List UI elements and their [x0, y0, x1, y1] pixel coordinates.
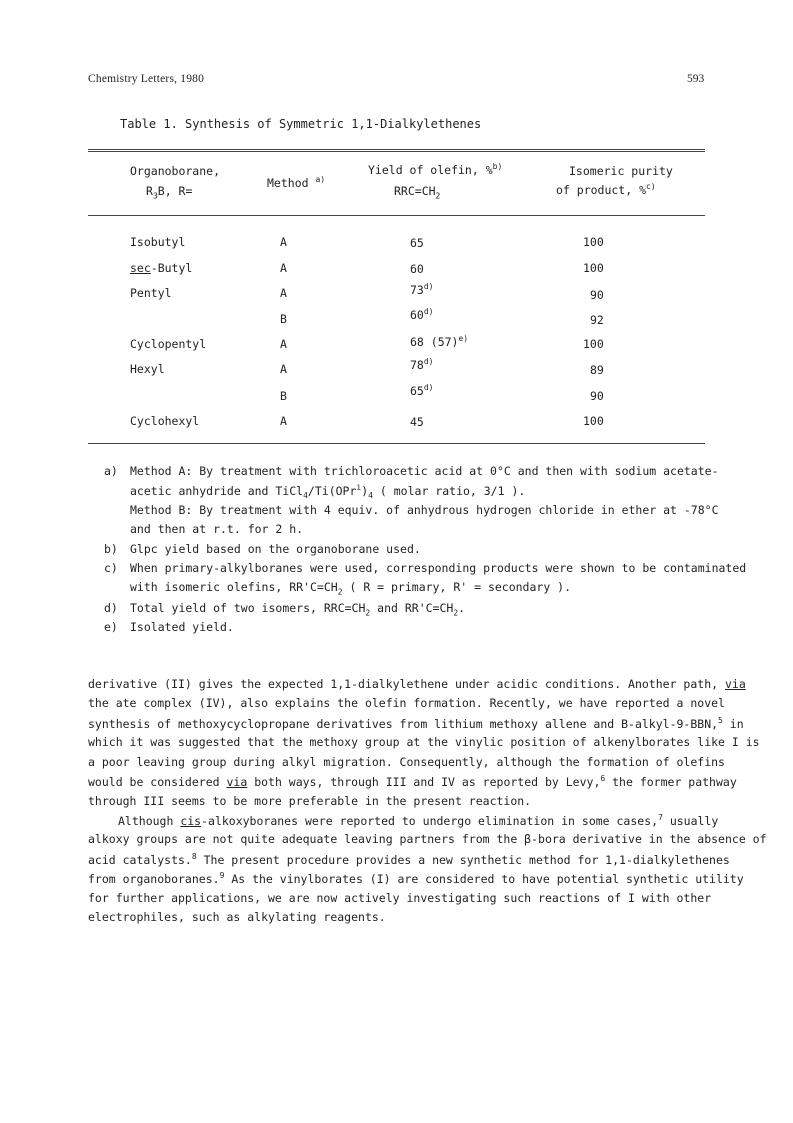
table-bottom-rule: [88, 443, 705, 444]
footnote-e: Isolated yield.: [130, 620, 234, 634]
body-line: acid catalysts.$^8$ The present procedure provides a new synthetic method for 1,1-dialkylethenes: [88, 852, 730, 867]
table-cell-purity: 90: [590, 389, 604, 403]
footnote-a-line1: Method A: By treatment with trichloroacetic acid at 0°C and then with sodium acetate-: [130, 464, 719, 478]
table-cell-organoborane: Isobutyl: [130, 235, 186, 249]
col-method-header: Method $^{a)}$: [267, 175, 326, 190]
table-cell-yield: 68 $(57)^{e)}$: [410, 334, 469, 349]
body-line: from organoboranes.$^9$ As the vinylborates (I) are considered to have potential synthetic utility: [88, 871, 744, 886]
table-cell-organoborane: sec-Butyl: [130, 261, 193, 275]
table-cell-purity: 100: [583, 261, 604, 275]
body-line: derivative (II) gives the expected 1,1-dialkylethene under acidic conditions. Another path, via: [88, 677, 746, 691]
body-line: alkoxy groups are not quite adequate leaving partners from the β-bora derivative in the absence of: [88, 832, 767, 846]
footnote-d: Total yield of two isomers, $RRC=CH_2$ and $RR'C=CH_2$.: [130, 601, 466, 618]
footnote-label-e: e): [104, 620, 118, 634]
body-line: which it was suggested that the methoxy group at the vinylic position of alkenylborates like I is: [88, 735, 760, 749]
col-purity-header: Isomeric purity: [569, 164, 673, 178]
table-cell-organoborane: Pentyl: [130, 286, 172, 300]
footnote-label-d: d): [104, 601, 118, 615]
table-cell-method: A: [280, 261, 287, 275]
table-cell-organoborane: Cyclopentyl: [130, 337, 207, 351]
table-cell-method: A: [280, 337, 287, 351]
body-line: Although cis-alkoxyboranes were reported to undergo elimination in some cases,$^7$ usually: [118, 813, 719, 828]
table-cell-purity: 100: [583, 235, 604, 249]
body-line: the ate complex (IV), also explains the olefin formation. Recently, we have reported a novel: [88, 696, 725, 710]
body-line: a poor leaving group during alkyl migration. Consequently, although the formation of olefins: [88, 755, 725, 769]
col-yield-header: Yield of olefin, %$^{b)}$: [368, 162, 503, 177]
footnote-label-c: c): [104, 561, 118, 575]
table-top-rule: [88, 149, 705, 150]
table-cell-method: A: [280, 414, 287, 428]
footnote-c-line1: When primary-alkylboranes were used, corresponding products were shown to be contaminated: [130, 561, 747, 575]
table-caption: Table 1. Synthesis of Symmetric 1,1-Dialkylethenes: [120, 117, 482, 131]
table-cell-method: B: [280, 312, 287, 326]
table-cell-yield: 60$^{d)}$: [410, 307, 434, 322]
table-header-rule: [88, 215, 705, 216]
table-top-rule-2: [88, 151, 705, 152]
table-cell-yield: 65$^{d)}$: [410, 383, 434, 398]
page-number: 593: [687, 73, 705, 85]
body-line: for further applications, we are now actively investigating such reactions of I with other: [88, 891, 712, 905]
table-cell-yield: 65: [410, 235, 424, 250]
body-line: would be considered via both ways, through III and IV as reported by Levy,$^6$ the former pathway: [88, 774, 737, 789]
table-cell-method: B: [280, 389, 287, 403]
col-yield-header-line2: $RRC=CH_2$: [394, 184, 441, 201]
table-cell-yield: 45: [410, 414, 424, 429]
table-cell-method: A: [280, 286, 287, 300]
body-line: through III seems to be more preferable in the present reaction.: [88, 794, 532, 808]
col-purity-header-line2: of product, %$^{c)}$: [556, 182, 656, 197]
body-line: electrophiles, such as alkylating reagents.: [88, 910, 386, 924]
table-cell-purity: 100: [583, 337, 604, 351]
footnote-label-a: a): [104, 464, 118, 478]
footnote-a-line4: and then at r.t. for 2 h.: [130, 522, 304, 536]
table-cell-yield: 73$^{d)}$: [410, 282, 434, 297]
table-cell-method: A: [280, 362, 287, 376]
footnote-b: Glpc yield based on the organoborane used.: [130, 542, 421, 556]
table-cell-purity: 100: [583, 414, 604, 428]
footnote-label-b: b): [104, 542, 118, 556]
footnote-a-line2: acetic anhydride and $TiCl_4/Ti(OPr^i)_4$ ( molar ratio, 3/1 ).: [130, 483, 526, 501]
table-cell-method: A: [280, 235, 287, 249]
table-cell-purity: 90: [590, 288, 604, 302]
table-cell-purity: 89: [590, 363, 604, 377]
footnote-c-line2: with isomeric olefins, $RR'C=CH_2$ ( R = primary, R' = secondary ).: [130, 580, 572, 597]
footnote-a-line3: Method B: By treatment with 4 equiv. of anhydrous hydrogen chloride in ether at -78°C: [130, 503, 719, 517]
table-cell-yield: 60: [410, 261, 424, 276]
table-cell-organoborane: Cyclohexyl: [130, 414, 200, 428]
col-organoborane-header: Organoborane,: [130, 164, 221, 178]
table-cell-purity: 92: [590, 313, 604, 327]
col-organoborane-header-line2: $R_3B$, R=: [146, 184, 193, 201]
body-line: synthesis of methoxycyclopropane derivatives from lithium methoxy allene and B-alkyl-9-BBN,$^5$ in: [88, 716, 744, 731]
table-cell-organoborane: Hexyl: [130, 362, 165, 376]
table-cell-yield: 78$^{d)}$: [410, 357, 434, 372]
journal-citation: Chemistry Letters, 1980: [88, 73, 205, 85]
